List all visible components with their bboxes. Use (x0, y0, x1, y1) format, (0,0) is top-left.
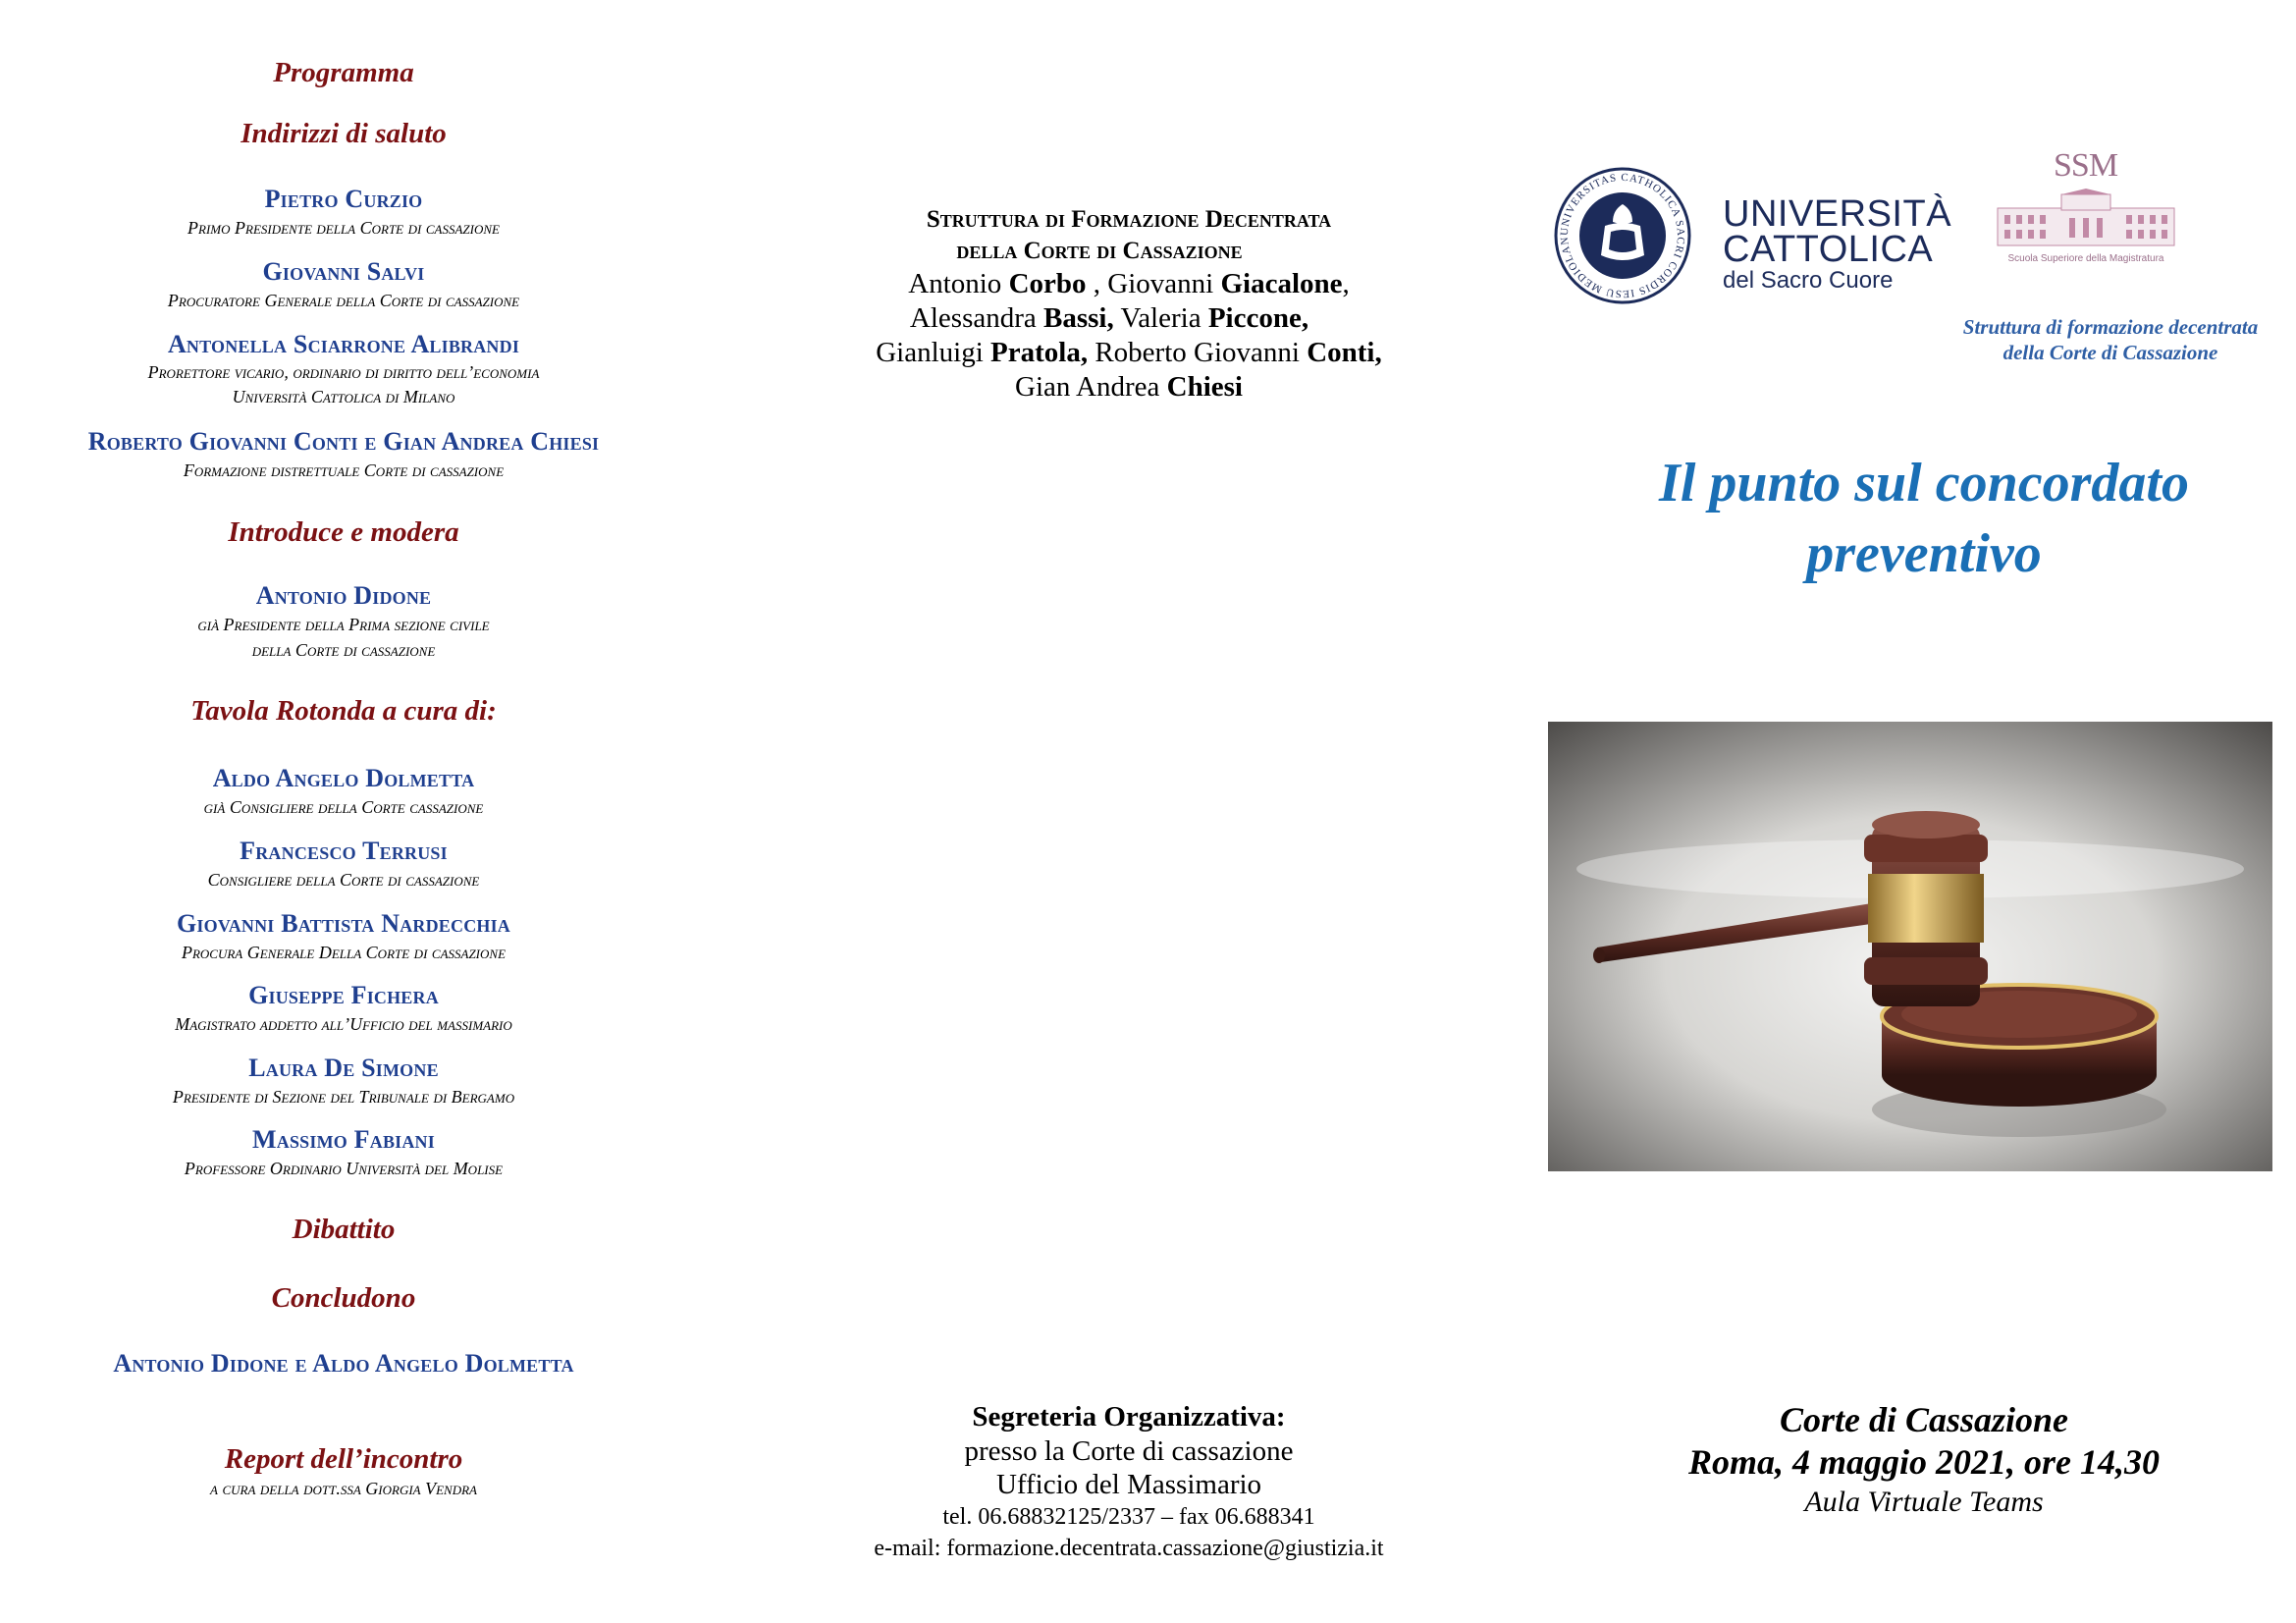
segreteria-phone: tel. 06.68832125/2337 – fax 06.688341 (942, 1504, 1315, 1530)
organizer-line: Antonio Corbo , Giovanni Giacalone, (908, 268, 1350, 299)
segreteria-line: Ufficio del Massimario (995, 1469, 1262, 1500)
event-location: Aula Virtuale Teams (1804, 1486, 2044, 1518)
report-heading: Report dell’incontro (224, 1443, 463, 1475)
moderator-role: della Corte di cassazione (251, 640, 436, 660)
panelist-role: già Consigliere della Corte cassazione (203, 797, 484, 817)
panelist-name: Francesco Terrusi (240, 837, 448, 865)
speaker-name: Pietro Curzio (264, 185, 423, 213)
organizers-heading: Struttura di Formazione Decentrata (926, 206, 1332, 233)
moderator-role: già Presidente della Prima sezione civile (197, 615, 490, 634)
moderator-name: Antonio Didone (255, 581, 432, 610)
segreteria-title: Segreteria Organizzativa: (972, 1401, 1286, 1433)
dibattito-heading: Dibattito (292, 1214, 396, 1245)
organizer-line: Alessandra Bassi, Valeria Piccone, (909, 302, 1309, 334)
panelist-name: Laura De Simone (248, 1054, 439, 1082)
panelist-role: Magistrato addetto all’Ufficio del massimario (175, 1014, 512, 1034)
tavola-heading: Tavola Rotonda a cura di: (190, 695, 497, 727)
panelist-name: Giuseppe Fichera (248, 981, 439, 1009)
programma-heading: Programma (273, 57, 414, 88)
speaker-role: Prorettore vicario, ordinario di diritto dell’economia (147, 362, 540, 382)
segreteria-block (766, 1399, 1492, 1564)
speaker-name: Antonella Sciarrone Alibrandi (167, 330, 520, 358)
event-title: Il punto sul concordato preventivo (1659, 453, 2189, 584)
organizer-line: Gianluigi Pratola, Roberto Giovanni Conti, (876, 337, 1382, 368)
organizers-subheading: della Corte di Cassazione (956, 238, 1243, 264)
report-author: a cura della dott.ssa Giorgia Vendra (210, 1479, 477, 1498)
panelist-role: Procura Generale Della Corte di cassazione (181, 943, 507, 962)
ucsc-seal-logo (1554, 167, 1691, 304)
indirizzi-heading: Indirizzi di saluto (240, 118, 447, 149)
venue-name: Corte di Cassazione (1779, 1400, 2069, 1439)
speaker-name: Roberto Giovanni Conti e Gian Andrea Chiesi (87, 427, 600, 456)
svg-text:UNIVERSITAS CATHOLICA SACRI CO: UNIVERSITAS CATHOLICA SACRI CORDIS IESU MEDIOLAN (1558, 171, 1687, 300)
ucsc-wordmark: UNIVERSITÀ CATTOLICA del Sacro Cuore (1723, 193, 1952, 294)
organizers-block (766, 204, 1492, 405)
segreteria-email[interactable]: e-mail: formazione.decentrata.cassazione@giustizia.it (874, 1536, 1384, 1561)
speaker-name: Giovanni Salvi (262, 257, 425, 286)
speaker-role: Procuratore Generale della Corte di cassazione (167, 291, 520, 310)
segreteria-line: presso la Corte di cassazione (964, 1435, 1294, 1467)
speaker-role: Formazione distrettuale Corte di cassazione (183, 460, 505, 480)
panelist-name: Massimo Fabiani (252, 1125, 435, 1154)
panelist-role: Presidente di Sezione del Tribunale di Bergamo (172, 1087, 515, 1107)
conclusion-names: Antonio Didone e Aldo Angelo Dolmetta (113, 1349, 574, 1378)
event-date: Roma, 4 maggio 2021, ore 14,30 (1687, 1442, 2160, 1482)
gavel-photo (1548, 722, 2272, 1171)
panelist-name: Aldo Angelo Dolmetta (212, 764, 475, 792)
panelist-role: Consigliere della Corte di cassazione (207, 870, 480, 890)
speaker-role: Università Cattolica di Milano (232, 387, 455, 406)
introduce-heading: Introduce e modera (228, 516, 459, 548)
concludono-heading: Concludono (271, 1282, 416, 1314)
organizer-line: Gian Andrea Chiesi (1015, 371, 1243, 403)
panelist-role: Professore Ordinario Università del Molise (184, 1159, 504, 1178)
struttura-note: Struttura di formazione decentrata della Corte di Cassazione (1962, 315, 2259, 364)
panelist-name: Giovanni Battista Nardecchia (177, 909, 510, 938)
speaker-role: Primo Presidente della Corte di cassazione (187, 218, 500, 238)
ssm-logo: SSM Scuola Superiore della Magistratura (1993, 147, 2179, 275)
